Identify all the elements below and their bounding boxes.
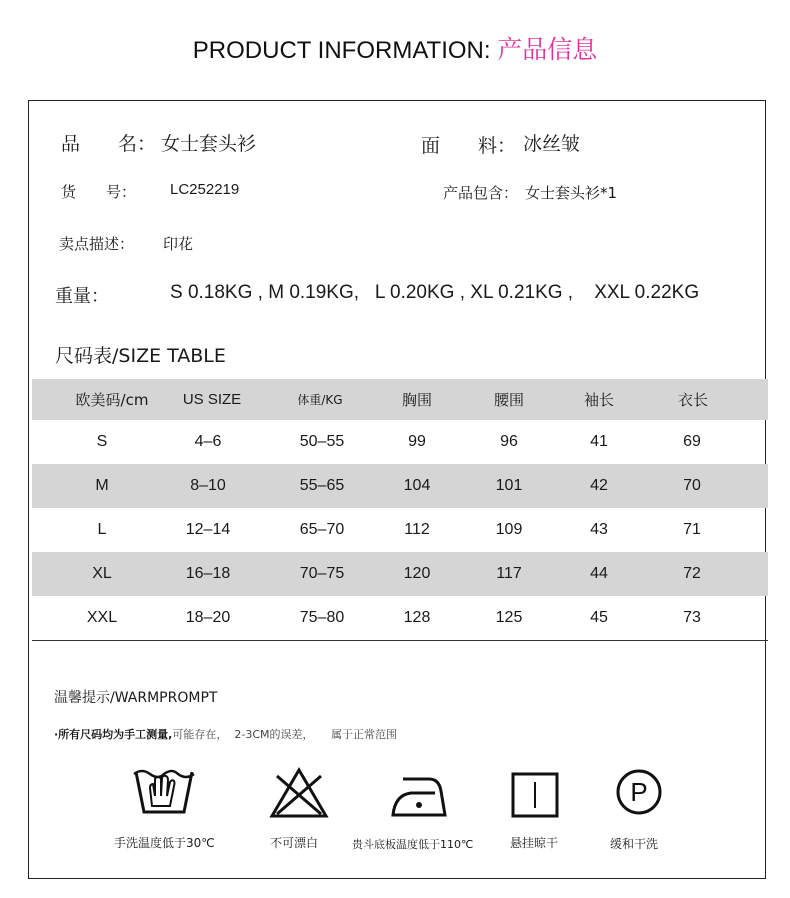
- table-cell: 16–18: [185, 565, 231, 582]
- sku-value: LC252219: [170, 181, 240, 198]
- weight-label: 重量：: [55, 286, 109, 307]
- table-cell: 70: [683, 477, 701, 494]
- product-info-panel: [28, 100, 766, 879]
- table-cell: 101: [495, 477, 523, 494]
- col-chest: 胸围: [401, 391, 432, 409]
- table-cell: 43: [590, 521, 608, 538]
- table-cell: 117: [496, 565, 522, 582]
- table-cell: XXL: [86, 609, 118, 626]
- size-table: [32, 379, 768, 640]
- page-header: [0, 30, 790, 66]
- sku-label: 货 号：: [61, 183, 137, 201]
- table-cell: XL: [92, 565, 112, 582]
- table-cell: 99: [408, 433, 426, 450]
- table-cell: 4–6: [194, 433, 222, 450]
- table-cell: 8–10: [190, 477, 226, 494]
- col-us-size: US SIZE: [182, 391, 242, 408]
- table-cell: 44: [590, 565, 608, 582]
- table-cell: 72: [683, 565, 701, 582]
- selling-value: 印花: [163, 235, 194, 253]
- size-table-title: 尺码表/SIZE TABLE: [55, 345, 226, 367]
- hand-wash-icon: [132, 766, 196, 820]
- table-row: [32, 596, 768, 640]
- table-cell: 128: [403, 609, 431, 626]
- prompt-title: 温馨提示/WARMPROMPT: [54, 690, 218, 706]
- table-cell: 45: [590, 609, 608, 626]
- table-cell: 96: [500, 433, 518, 450]
- header-title-en: PRODUCT INFORMATION:: [192, 37, 498, 64]
- table-cell: 55–65: [299, 477, 345, 494]
- table-cell: 109: [495, 521, 523, 538]
- table-cell: L: [97, 521, 107, 538]
- table-cell: 65–70: [299, 521, 345, 538]
- section-divider: [32, 640, 768, 641]
- table-cell: 12–14: [185, 521, 231, 538]
- weight-value: S 0.18KG , M 0.19KG, L 0.20KG , XL 0.21KG , XXL 0.22KG: [170, 282, 700, 303]
- table-cell: 41: [590, 433, 608, 450]
- col-eu-size: 欧美码/cm: [75, 391, 149, 409]
- col-weight: 体重/KG: [297, 393, 343, 407]
- table-cell: M: [95, 477, 109, 494]
- table-cell: 18–20: [185, 609, 231, 626]
- fabric-value: 冰丝皱: [523, 133, 581, 155]
- table-cell: 50–55: [299, 433, 345, 450]
- size-table-header: [32, 379, 768, 420]
- no-bleach-icon: [269, 766, 329, 820]
- table-cell: 75–80: [299, 609, 345, 626]
- iron-label: 贵斗底板温度低于110℃: [352, 838, 474, 851]
- table-row: [32, 464, 768, 508]
- table-row: [32, 420, 768, 464]
- table-cell: 125: [495, 609, 523, 626]
- dry-clean-icon: [615, 768, 663, 816]
- selling-label: 卖点描述：: [59, 235, 135, 253]
- col-sleeve: 袖长: [583, 391, 614, 409]
- prompt-note-rest: 可能存在， 2-3CM的误差， 属于正常范围: [172, 728, 397, 741]
- table-cell: 71: [683, 521, 701, 538]
- dry-clean-label: 缓和干洗: [610, 837, 659, 851]
- package-label: 产品包含：: [443, 184, 519, 202]
- table-cell: 104: [403, 477, 431, 494]
- table-cell: 73: [683, 609, 701, 626]
- hang-dry-icon: [511, 772, 559, 818]
- table-row: [32, 508, 768, 552]
- table-cell: S: [96, 433, 108, 450]
- name-value: 女士套头衫: [161, 133, 257, 155]
- package-value: 女士套头衫*1: [525, 184, 618, 202]
- header-title-zh: 产品信息: [497, 35, 598, 64]
- hang-dry-label: 悬挂晾干: [510, 836, 559, 850]
- table-cell: 42: [590, 477, 608, 494]
- iron-icon: [391, 773, 447, 819]
- table-row: [32, 552, 768, 596]
- col-waist: 腰围: [493, 391, 524, 409]
- table-cell: 112: [404, 521, 430, 538]
- prompt-note-bold: ·所有尺码均为手工测量,: [54, 728, 173, 741]
- col-length: 衣长: [677, 391, 708, 409]
- prompt-note: [54, 726, 397, 742]
- table-cell: 70–75: [299, 565, 345, 582]
- no-bleach-label: 不可漂白: [270, 836, 319, 850]
- table-cell: 69: [683, 433, 701, 450]
- svg-text:P: P: [630, 777, 648, 807]
- name-label: 品 名：: [61, 133, 157, 155]
- hand-wash-label: 手洗温度低于30℃: [114, 836, 215, 850]
- fabric-label: 面 料：: [421, 135, 517, 157]
- table-cell: 120: [403, 565, 431, 582]
